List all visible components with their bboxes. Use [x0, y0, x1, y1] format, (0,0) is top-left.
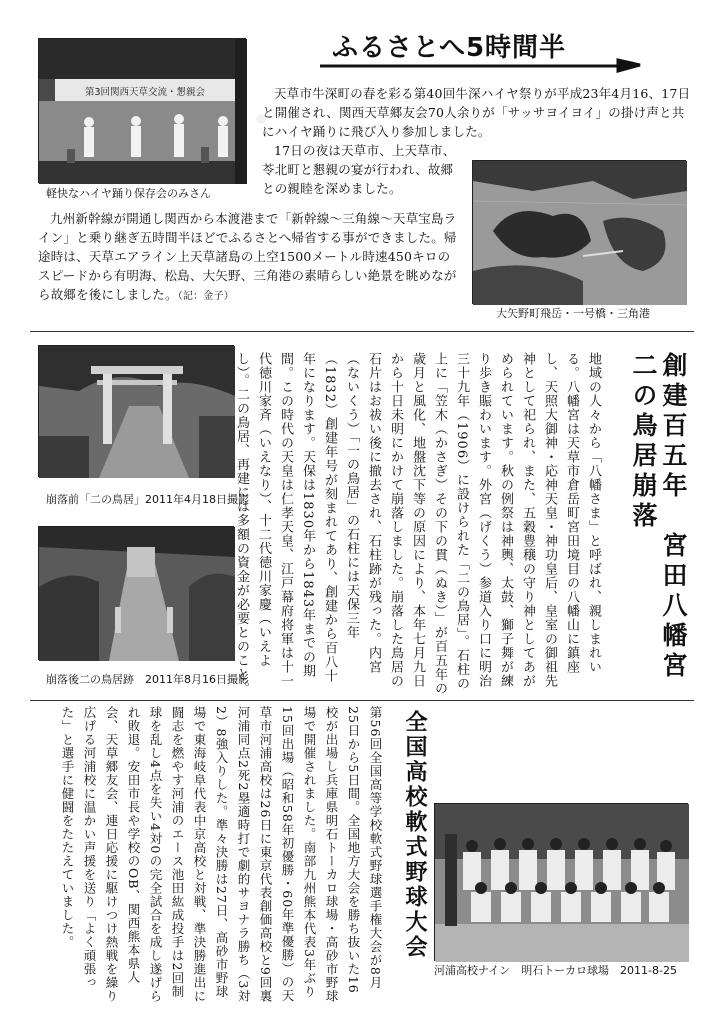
photo2-caption: 大矢野町飛岳・一号橋・三角港 — [496, 307, 650, 320]
haiya-dance-photo — [38, 38, 246, 183]
banner-text: 第3回関西天草交流・懇親会 — [84, 87, 206, 98]
section3-body: 第56回全国高等学校軟式野球選手権大会が8月25日から5日間。全国地方大会を勝ち抜いた16校が出場し兵庫県明石トーカロ球場・高砂市野球場で開催されました。南部九州熊本代表3年ぶり15回出場（昭和58年初優勝・60年準優勝）の天草市河浦高校は26日に東京代表創価高校と9回裏河浦同点2死2塁適時打で劇的サヨナラ勝ち（3対2）8強入りした。準々決勝は27日、高砂市野球場で東海岐阜代表中京高校と対戦、準決勝進出に闘志を燃やす河浦のエース池田紘成投手は2回制球を乱し4点を失い4対0の完全試合を成し遂げられ敗退。安田市長や学校のOB、関西熊本県人会、天草郷友会、連日応援に駆けつけ熱戦を繰り広げる河浦校に温かい声援を送り「よく頑張った」と選手に健闘をたたえていました。 — [60, 706, 383, 1003]
section1-para3-note: （記：金子） — [177, 291, 234, 302]
section1-title: ふるさとへ5時間半 — [332, 33, 567, 63]
section2-title: 創建百五年 宮田八幡宮二の鳥居崩落 — [629, 352, 688, 682]
photo5-caption: 河浦高校ナイン 明石トーカロ球場 2011-8-25 — [434, 964, 677, 977]
divider-1 — [30, 331, 694, 332]
title-underline — [318, 60, 648, 74]
section3-title: 全国高校軟式野球大会 — [402, 710, 428, 960]
photo1-caption: 軽快なハイヤ踊り保存会のみさん — [46, 187, 211, 200]
section1-para3 — [38, 209, 462, 306]
baseball-team-photo — [434, 803, 688, 961]
divider-2 — [30, 700, 694, 701]
torii-before-photo — [38, 345, 234, 477]
section1-para2: 17日の夜は天草市、上天草市、苓北町と懇親の宴が行われ、故郷との親睦を深めました。 — [262, 143, 456, 196]
section2-body: 地域の人々から「八幡さま」と呼ばれ、親しまれいる。八幡宮は天草市倉岳町宮田境目の八幡山に鎮座し、天照大御神・応神天皇・神功皇后、皇室の御祖先神として祀られ、また、五穀豊穣の守り神としてあがめられています。秋の例祭は神輿、太鼓、獅子舞が練り歩き賑わいます。外宮（げくう）参道入り口に明治三十九年（1906）に設けられた「二の鳥居」。石柱の上に「笠木（かさぎ）その下の貫（ぬき）」が百五年の歳月と風化、地盤沈下等の原因により、本年七月九日から十日未明にかけて崩落しました。崩落した鳥居の石片はお祓い後に撤去され、石柱跡が残った。内宮（ないくう）「一の鳥居」の石柱には天保三年（1832）創建年号が刻まれてあり、創建から百八十年になります。天保は1830年から1843年までの期間。この時代の天皇は仁孝天皇、江戸幕府将軍は十一代徳川家斉（いえなり）、十二代徳川家慶（いえよし）。二の鳥居、再建には多額の資金が必要とのこと。 — [234, 352, 601, 696]
photo4-caption: 崩落後二の鳥居跡 2011年8月16日撮影 — [46, 673, 249, 686]
photo3-caption: 崩落前「二の鳥居」2011年4月18日撮影 — [46, 493, 249, 506]
torii-after-photo — [38, 526, 234, 660]
aerial-bay-photo — [472, 160, 686, 304]
section1-para1: 天草市牛深町の春を彩る第40回牛深ハイヤ祭りが平成23年4月16、17日と開催され、関西天草郷友会70人余りが「サッサヨイヨイ」の掛け声と共にハイヤ踊りに飛び入り参加しました。 — [262, 86, 691, 139]
section1-para3-text: 九州新幹線が開通し関西から本渡港まで「新幹線～三角線～天草宝島ライン」と乗り継ぎ五時間半ほどでふるさとへ帰省する事ができました。帰途時は、天草エアライン上天草諸島の上空1500メートル時速450キロのスピードから有明海、松島、大矢野、三角港の素晴らしい絶景を眺めながら故郷を後にしました。 — [38, 211, 457, 302]
